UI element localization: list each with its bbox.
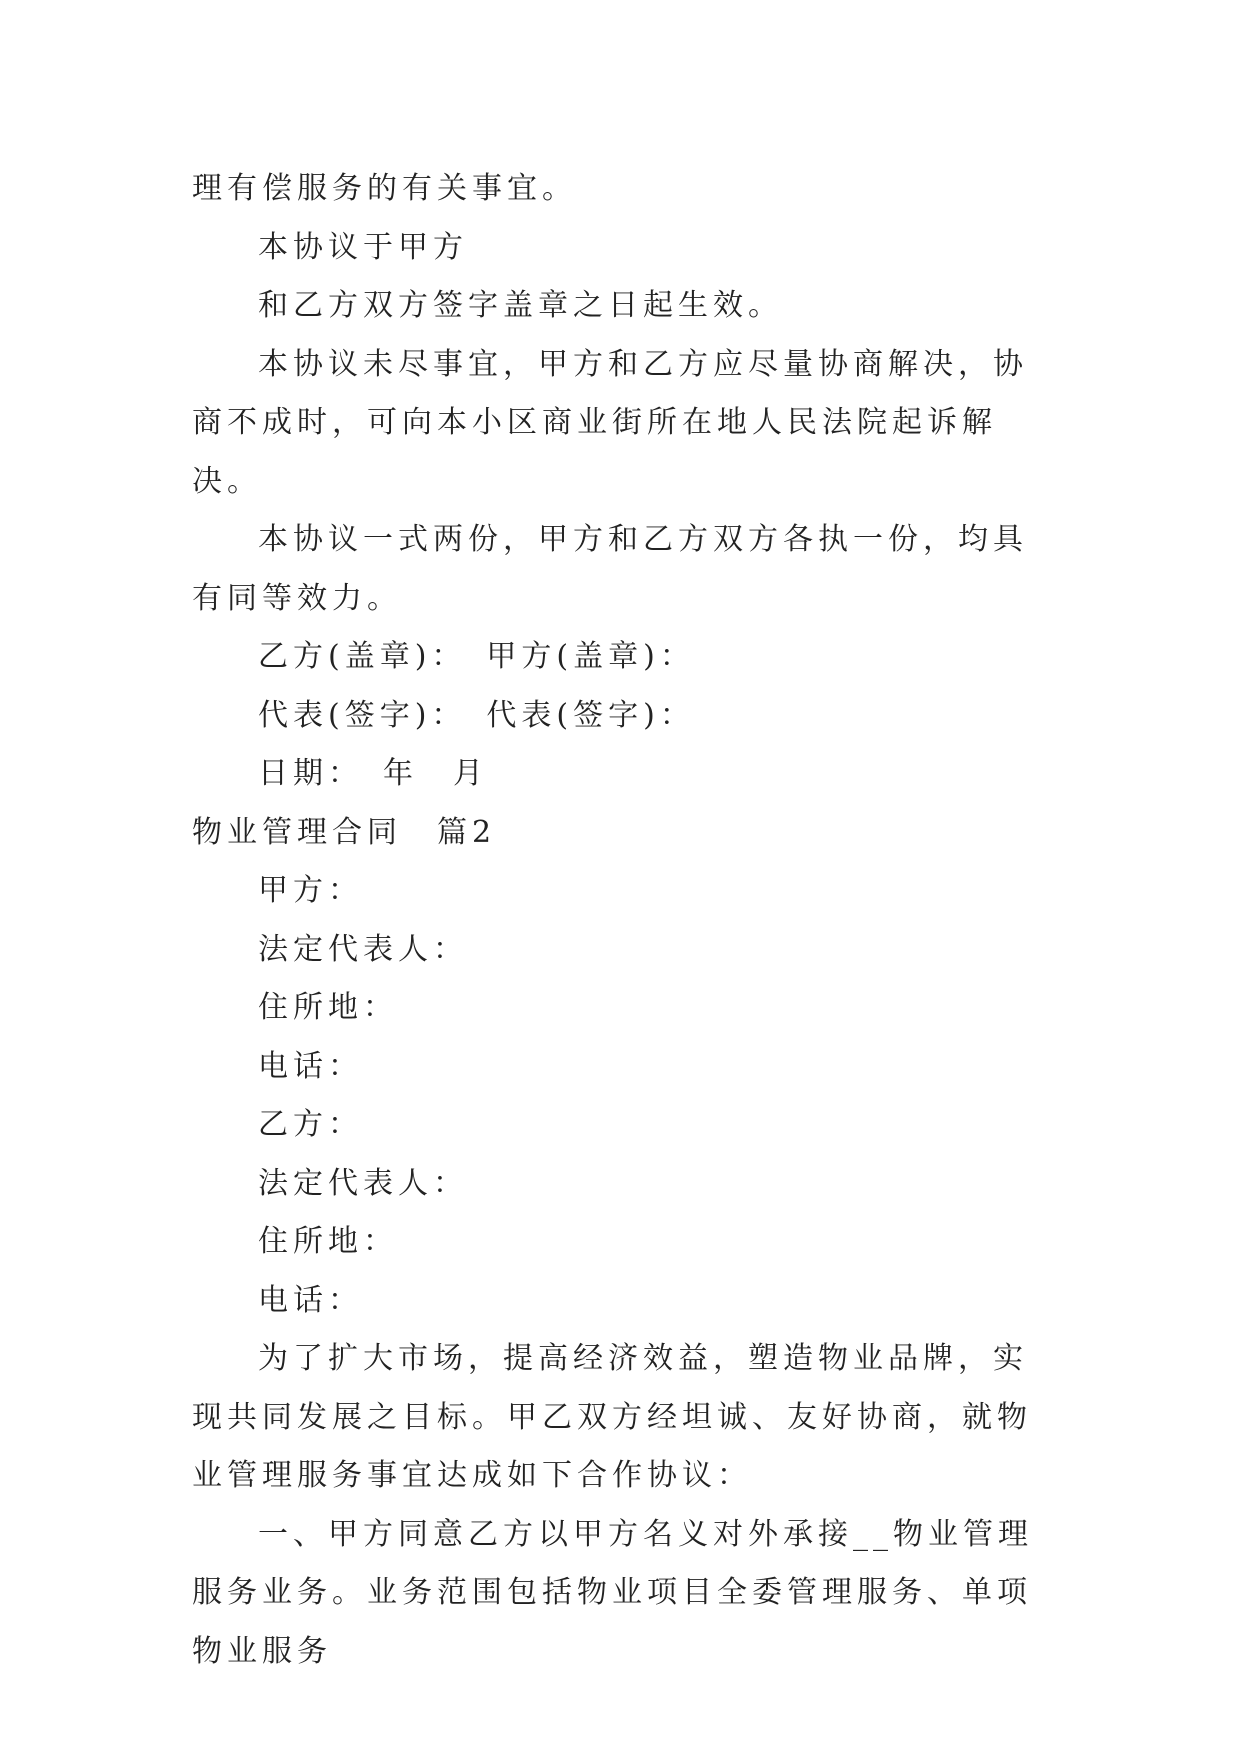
signature-representative-line: 代表(签字)： 代表(签字)：: [258, 697, 695, 733]
document-page: [192, 160, 1062, 1681]
paragraph-effective-1: 本协议于甲方: [258, 229, 468, 265]
party-a-address: 住所地：: [258, 990, 398, 1025]
section-heading: 物业管理合同 篇2: [192, 814, 497, 850]
party-b-address: 住所地：: [258, 1224, 398, 1259]
party-b-phone: 电话：: [258, 1282, 363, 1318]
paragraph-copies: 本协议一式两份，甲方和乙方双方各执一份，均具有同等效力。: [192, 522, 1028, 616]
party-a-representative: 法定代表人：: [258, 931, 468, 967]
signature-seal-line: 乙方(盖章)： 甲方(盖章)：: [258, 639, 695, 674]
party-b-representative: 法定代表人：: [258, 1165, 468, 1201]
party-a-phone: 电话：: [258, 1048, 363, 1084]
party-b-label: 乙方：: [258, 1107, 363, 1142]
paragraph-clause-1: 一、甲方同意乙方以甲方名义对外承接__物业管理服务业务。业务范围包括物业项目全委管理服务、单项物业服务: [192, 1516, 1033, 1669]
signature-date-line: 日期： 年 月: [258, 756, 488, 791]
party-a-label: 甲方：: [258, 873, 363, 908]
paragraph-closing-line: 理有偿服务的有关事宜。: [192, 171, 577, 206]
paragraph-purpose: 为了扩大市场，提高经济效益，塑造物业品牌，实现共同发展之目标。甲乙双方经坦诚、友好协商，就物业管理服务事宜达成如下合作协议：: [192, 1341, 1032, 1493]
paragraph-effective-2: 和乙方双方签字盖章之日起生效。: [258, 288, 783, 323]
paragraph-disputes: 本协议未尽事宜，甲方和乙方应尽量协商解决，协商不成时，可向本小区商业街所在地人民法院起诉解决。: [192, 346, 1028, 499]
